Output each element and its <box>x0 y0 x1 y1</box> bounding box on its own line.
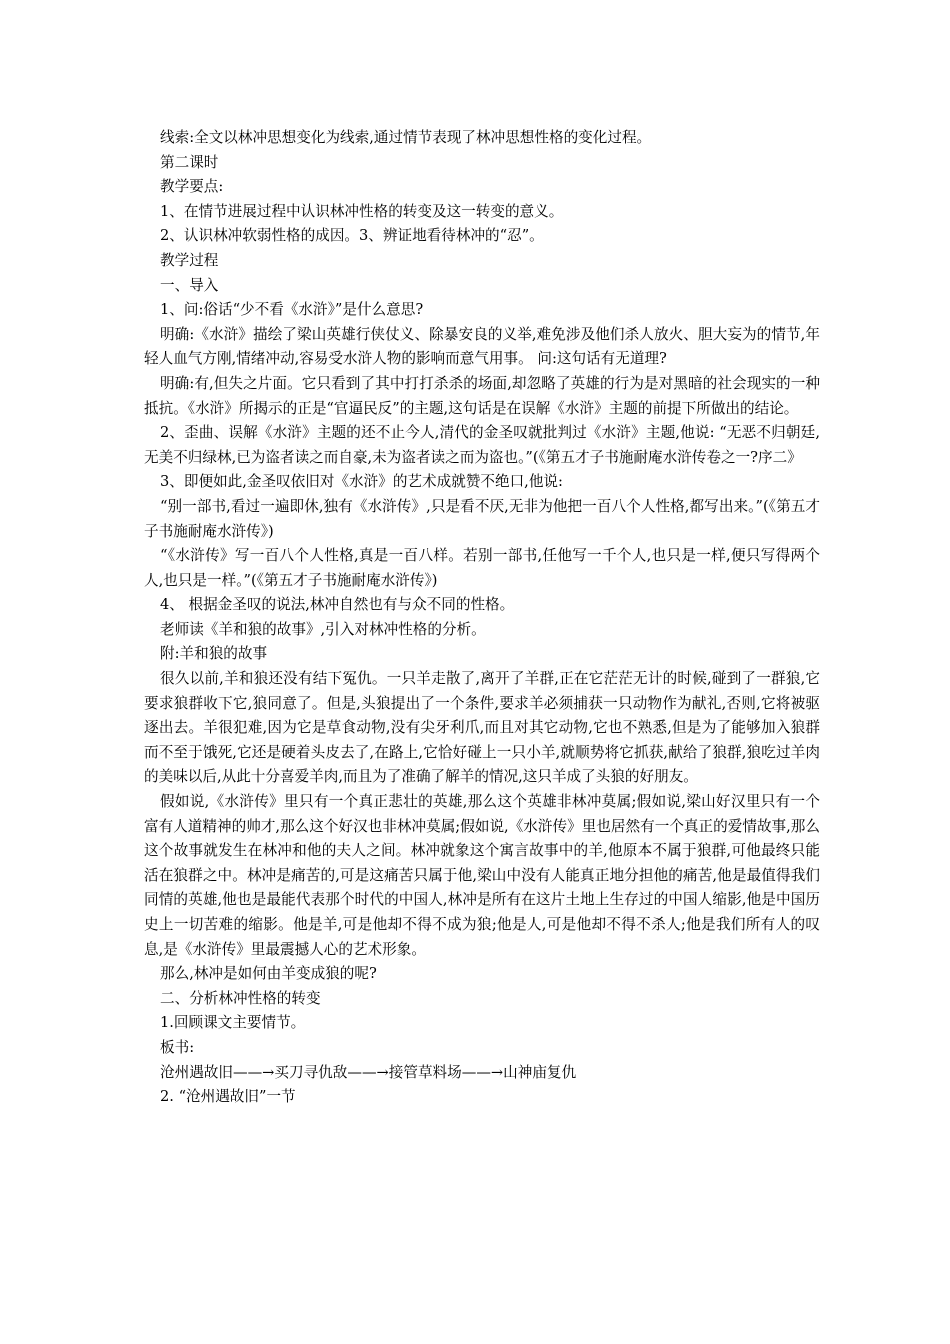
paragraph-clue: 线索:全文以林冲思想变化为线索,通过情节表现了林冲思想性格的变化过程。 <box>160 129 652 146</box>
paragraph-key-point-1: 1、在情节进展过程中认识林冲性格的转变及这一转变的意义。 <box>160 202 564 220</box>
paragraph-key-point-2-3: 2、认识林冲软弱性格的成因。3、辨证地看待林冲的“忍”。 <box>160 227 544 245</box>
paragraph-answer-1: 明确:《水浒》描绘了梁山英雄行侠仗义、除暴安良的义举,难免涉及他们杀人放火、胆大妄为的情节,年轻人血气方刚,情绪冲动,容易受水浒人物的影响而意气用事。 问:这句话有无道理? <box>144 325 820 368</box>
paragraph-transition-question: 那么,林冲是如何由羊变成狼的呢? <box>160 965 377 983</box>
paragraph-key-points-heading: 教学要点: <box>160 178 224 196</box>
paragraph-subsection-2: 2. “沧州遇故旧”一节 <box>160 1088 296 1106</box>
paragraph-appendix-title: 附:羊和狼的故事 <box>160 645 268 663</box>
paragraph-review-plot: 1.回顾课文主要情节。 <box>160 1014 306 1032</box>
paragraph-plot-flow: 沧州遇故旧——→买刀寻仇敌——→接管草料场——→山神庙复仇 <box>160 1063 577 1081</box>
paragraph-teacher-reads: 老师读《羊和狼的故事》,引入对林冲性格的分析。 <box>160 620 486 638</box>
paragraph-process-heading: 教学过程 <box>160 251 219 269</box>
paragraph-fable: 很久以前,羊和狼还没有结下冤仇。一只羊走散了,离开了羊群,正在它茫茫无计的时候,碰到了一群狼,它要求狼群收下它,狼同意了。但是,头狼提出了一个条件,要求羊必须捕获一只动物作为献礼,否则,它将被驱逐出去。羊很犯难,因为它是草食动物,没有尖牙利爪,而且对其它动物,它也不熟悉,但是为了能够加入狼群而不至于饿死,它还是硬着头皮去了,在路上,它恰好碰上一只小羊,就顺势将它抓获,献给了狼群,狼吃过羊肉的美味以后,从此十分喜爱羊肉,而且为了准确了解羊的情况,这只羊成了头狼的好朋友。 <box>144 670 820 786</box>
paragraph-answer-2: 明确:有,但失之片面。它只看到了其中打打杀杀的场面,却忽略了英雄的行为是对黑暗的社会现实的一种抵抗。《水浒》所揭示的正是“官逼民反”的主题,这句话是在误解《水浒》主题的前提下所做出的结论。 <box>144 374 820 417</box>
paragraph-section-two: 二、分析林冲性格的转变 <box>160 989 321 1007</box>
paragraph-lesson-two: 第二课时 <box>160 153 219 171</box>
paragraph-jin-shengtan-critique: 2、歪曲、误解《水浒》主题的还不止今人,清代的金圣叹就批判过《水浒》主题,他说: “无恶不归朝廷,无美不归绿林,已为盗者读之而自豪,未为盗者读之而为盗也。”(《第五才子书施耐庵水浒传卷之一?序二》 <box>144 424 820 466</box>
paragraph-quote-1: “别一部书,看过一遍即休,独有《水浒传》,只是看不厌,无非为他把一百八个人性格,都写出来。”(《第五才子书施耐庵水浒传》) <box>144 497 820 540</box>
paragraph-blackboard: 板书: <box>160 1038 195 1056</box>
paragraph-question-1: 1、问:俗话“少不看《水浒》”是什么意思? <box>160 301 424 319</box>
document-page <box>144 126 820 1110</box>
paragraph-lin-chong-analysis: 假如说,《水浒传》里只有一个真正悲壮的英雄,那么这个英雄非林冲莫属;假如说,梁山好汉里只有一个富有人道精神的帅才,那么这个好汉也非林冲莫属;假如说,《水浒传》里也居然有一个真正的爱情故事,那么这个故事就发生在林冲和他的夫人之间。林冲就象这个寓言故事中的羊,他原本不属于狼群,可他最终只能活在狼群之中。林冲是痛苦的,可是这痛苦只属于他,梁山中没有人能真正地分担他的痛苦,他是最值得我们同情的英雄,他也是最能代表那个时代的中国人,林冲是所有在这片土地上生存过的中国人缩影,他是中国历史上一切苦难的缩影。他是羊,可是他却不得不成为狼;他是人,可是他却不得不杀人;他是我们所有人的叹息,是《水浒传》里最震撼人心的艺术形象。 <box>144 793 820 958</box>
paragraph-jin-shengtan-praise: 3、即便如此,金圣叹依旧对《水浒》的艺术成就赞不绝口,他说: <box>160 473 563 491</box>
paragraph-section-intro: 一、导入 <box>160 276 219 294</box>
paragraph-quote-2: “《水浒传》写一百八个人性格,真是一百八样。若别一部书,任他写一千个人,也只是一样,便只写得两个人,也只是一样。”(《第五才子书施耐庵水浒传》) <box>144 547 820 589</box>
paragraph-point-4: 4、 根据金圣叹的说法,林冲自然也有与众不同的性格。 <box>160 596 515 614</box>
